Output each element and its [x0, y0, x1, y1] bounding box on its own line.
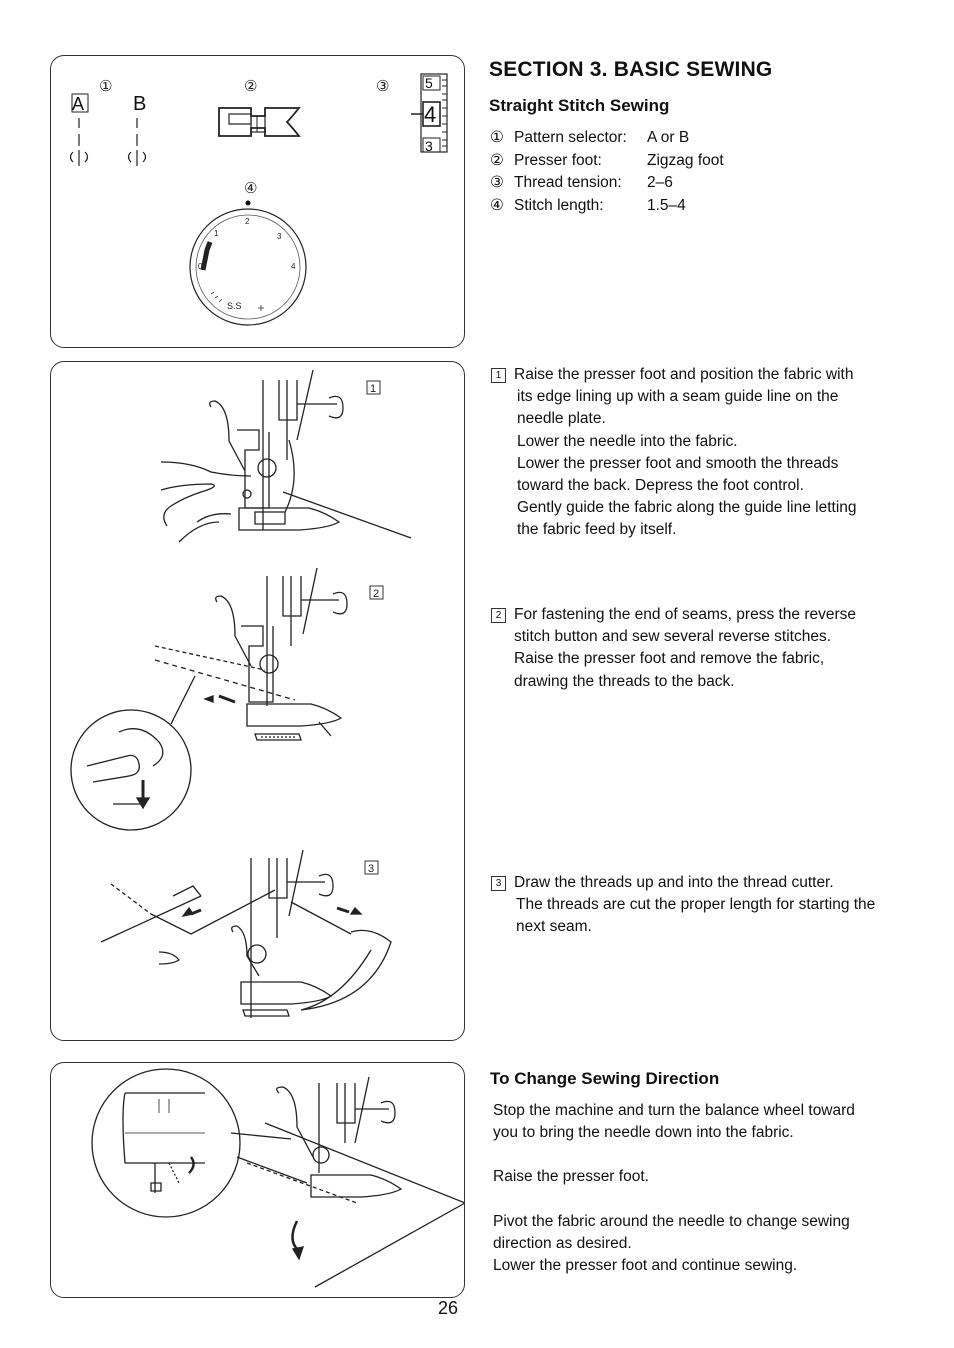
dial-3: 3: [277, 232, 282, 241]
step-1-line: Gently guide the fabric along the guide line letting: [517, 499, 857, 517]
direction-line: Pivot the fabric around the needle to change sewing: [493, 1212, 850, 1230]
step-2-line: Raise the presser foot and remove the fabric,: [514, 650, 825, 668]
step-3-marker: 3: [491, 876, 506, 891]
direction-line: direction as desired.: [493, 1234, 632, 1252]
step-3-line: The threads are cut the proper length for starting the: [516, 896, 876, 914]
machine-closeup-icon: [92, 1069, 240, 1217]
pattern-selector-icon: [71, 93, 147, 166]
step-1-line: its edge lining up with a seam guide line on the: [517, 388, 839, 406]
section-title: SECTION 3. BASIC SEWING: [489, 58, 773, 81]
step-2-line: For fastening the end of seams, press the reverse: [514, 606, 857, 623]
step-1-text: [491, 364, 857, 542]
settings-figure-panel: [50, 55, 465, 348]
marker-2: ②: [244, 78, 258, 95]
settings-num: ③: [490, 174, 504, 191]
step-1-line: Lower the presser foot and smooth the threads: [517, 454, 839, 472]
settings-list: [490, 127, 724, 217]
step-2-illustration: [71, 568, 347, 830]
settings-label: Pattern selector:: [514, 129, 627, 146]
step-2-line: stitch button and sew several reverse stitches.: [514, 628, 832, 646]
direction-spacer: [493, 1189, 855, 1211]
marker-1: ①: [99, 78, 113, 95]
settings-row: [490, 127, 724, 150]
step-1-marker: 1: [491, 368, 506, 383]
step-1-line: toward the back. Depress the foot control.: [517, 477, 804, 495]
direction-figure-panel: [50, 1062, 465, 1298]
step-1-line: Raise the presser foot and position the fabric with: [514, 366, 854, 383]
settings-num: ①: [490, 129, 504, 146]
tension-4: 4: [424, 102, 437, 127]
marker-3: ③: [376, 78, 390, 95]
settings-label: Thread tension:: [514, 174, 622, 191]
step-3-text: [491, 872, 875, 939]
direction-line: you to bring the needle down into the fabric.: [493, 1124, 794, 1142]
settings-label: Stitch length:: [514, 196, 604, 214]
steps-figure-panel: [50, 361, 465, 1041]
dial-ss: S.S: [227, 301, 242, 311]
settings-row: [490, 172, 724, 195]
direction-line: Raise the presser foot.: [493, 1168, 649, 1186]
tension-3: 3: [425, 138, 433, 154]
settings-figure: [51, 56, 464, 347]
marker-4: ④: [244, 180, 258, 197]
settings-value: Zigzag foot: [647, 151, 724, 169]
pattern-a-label: A: [72, 94, 85, 114]
stitch-length-dial-icon: [190, 201, 306, 326]
direction-figure: [51, 1063, 464, 1297]
step-1-line: needle plate.: [517, 410, 606, 428]
step-2-text: [491, 604, 856, 693]
step-3-line: Draw the threads up and into the thread cutter.: [514, 874, 834, 891]
step-1-illustration: [161, 370, 411, 542]
settings-row: [490, 150, 724, 173]
step-3-line: next seam.: [516, 918, 592, 936]
dial-4: 4: [291, 262, 296, 271]
settings-num: ④: [490, 196, 504, 214]
direction-line: Stop the machine and turn the balance wheel toward: [493, 1102, 855, 1119]
direction-line: Lower the presser foot and continue sewing.: [493, 1257, 798, 1275]
fig-step-3-marker: 3: [368, 863, 375, 875]
tension-5: 5: [425, 75, 433, 91]
pattern-b-label: B: [133, 93, 147, 115]
step-1-line: Lower the needle into the fabric.: [517, 432, 738, 450]
straight-stitch-heading: Straight Stitch Sewing: [489, 96, 670, 115]
settings-value: 1.5–4: [647, 196, 686, 214]
direction-spacer: [493, 1144, 855, 1166]
fig-step-1-marker: 1: [370, 383, 377, 395]
settings-value: A or B: [647, 129, 690, 146]
settings-row: [490, 195, 724, 218]
fig-step-2-marker: 2: [373, 588, 380, 600]
steps-figure: [51, 362, 464, 1040]
step-2-marker: 2: [491, 608, 506, 623]
step-2-line: drawing the threads to the back.: [514, 672, 735, 690]
step-3-illustration: [101, 850, 391, 1018]
thread-tension-icon: [411, 74, 447, 154]
direction-heading: To Change Sewing Direction: [490, 1069, 720, 1088]
zigzag-foot-icon: [219, 108, 299, 136]
settings-num: ②: [490, 151, 504, 169]
page-number: 26: [438, 1298, 459, 1318]
dial-0: 0: [198, 262, 203, 271]
direction-text: [493, 1100, 855, 1277]
dial-2: 2: [245, 217, 250, 226]
settings-value: 2–6: [647, 174, 673, 191]
settings-label: Presser foot:: [514, 151, 602, 169]
dial-1: 1: [214, 229, 219, 238]
step-1-line: the fabric feed by itself.: [517, 521, 677, 539]
